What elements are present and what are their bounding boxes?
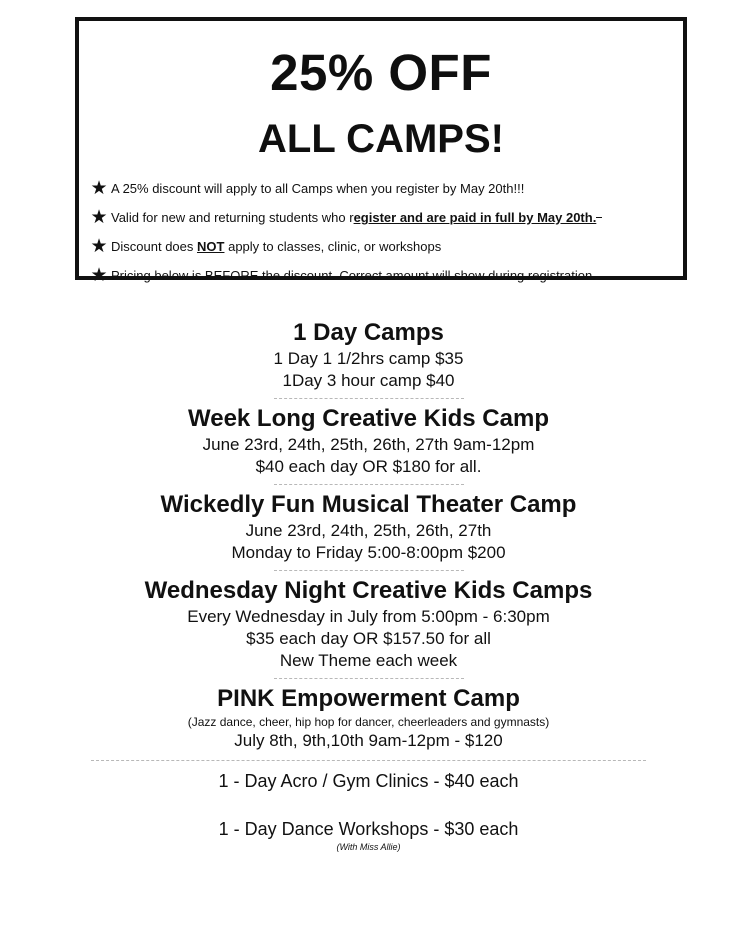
camp-title: Wednesday Night Creative Kids Camps [144, 577, 593, 604]
camp-title: 1 Day Camps [293, 319, 444, 346]
bullet-text: A 25% discount will apply to all Camps when you register by May 20th!!! [111, 181, 525, 196]
star-icon: ★ [90, 265, 108, 286]
acro-gym-clinic: 1 - Day Acro / Gym Clinics - $40 each [218, 771, 519, 791]
star-icon: ★ [90, 178, 108, 199]
underline-tail [596, 217, 602, 218]
bullet-emphasis: NOT [197, 239, 225, 254]
promo-bullet [89, 174, 602, 203]
promo-subheadline: ALL CAMPS! [258, 117, 504, 161]
camp-listing [0, 318, 737, 853]
camp-detail: $40 each day OR $180 for all. [255, 457, 482, 476]
star-icon: ★ [90, 207, 108, 228]
dance-workshop-note: (With Miss Allie) [336, 842, 401, 852]
section-divider [274, 398, 464, 399]
camp-section-week-long [0, 404, 737, 478]
bullet-text: Discount does [111, 239, 194, 254]
bullet-text-tail: apply to classes, clinic, or workshops [228, 239, 442, 254]
section-divider [274, 570, 464, 571]
camp-section-1-day [0, 318, 737, 392]
camp-detail: Monday to Friday 5:00-8:00pm $200 [231, 543, 506, 562]
camp-section-pink-empowerment [0, 684, 737, 752]
camp-detail: New Theme each week [279, 651, 458, 670]
promo-bullet [89, 203, 602, 232]
camp-title: Wickedly Fun Musical Theater Camp [160, 491, 577, 518]
camp-detail: June 23rd, 24th, 25th, 26th, 27th [245, 521, 492, 540]
camp-title: Week Long Creative Kids Camp [188, 405, 549, 432]
camp-detail: 1Day 3 hour camp $40 [282, 371, 455, 390]
spacer [0, 793, 737, 817]
camp-section-musical-theater [0, 490, 737, 564]
promo-bullet [89, 261, 602, 290]
section-divider [274, 678, 464, 679]
discount-promo-box [75, 17, 687, 286]
promo-headline: 25% OFF [270, 44, 492, 101]
camp-title: PINK Empowerment Camp [217, 685, 520, 712]
clinics-section [0, 769, 737, 853]
camp-detail: July 8th, 9th,10th 9am-12pm - $120 [234, 731, 503, 750]
section-divider [91, 760, 646, 761]
bullet-text: Valid for new and returning students who r [111, 210, 354, 225]
bullet-text: Pricing below is BEFORE the discount. Correct amount will show during registration. [111, 268, 596, 283]
camp-note: (Jazz dance, cheer, hip hop for dancer, cheerleaders and gymnasts) [187, 715, 550, 729]
camp-section-wednesday-night [0, 576, 737, 672]
star-icon: ★ [90, 236, 108, 257]
section-divider [274, 484, 464, 485]
camp-detail: $35 each day OR $157.50 for all [246, 629, 491, 648]
bullet-emphasis: egister and are paid in full by May 20th. [353, 210, 597, 225]
promo-bullet [89, 232, 602, 261]
camp-detail: 1 Day 1 1/2hrs camp $35 [273, 349, 464, 368]
camp-detail: Every Wednesday in July from 5:00pm - 6:30pm [187, 607, 550, 626]
camp-detail: June 23rd, 24th, 25th, 26th, 27th 9am-12pm [202, 435, 535, 454]
dance-workshop: 1 - Day Dance Workshops - $30 each [218, 819, 519, 839]
promo-bullet-list [89, 174, 602, 290]
